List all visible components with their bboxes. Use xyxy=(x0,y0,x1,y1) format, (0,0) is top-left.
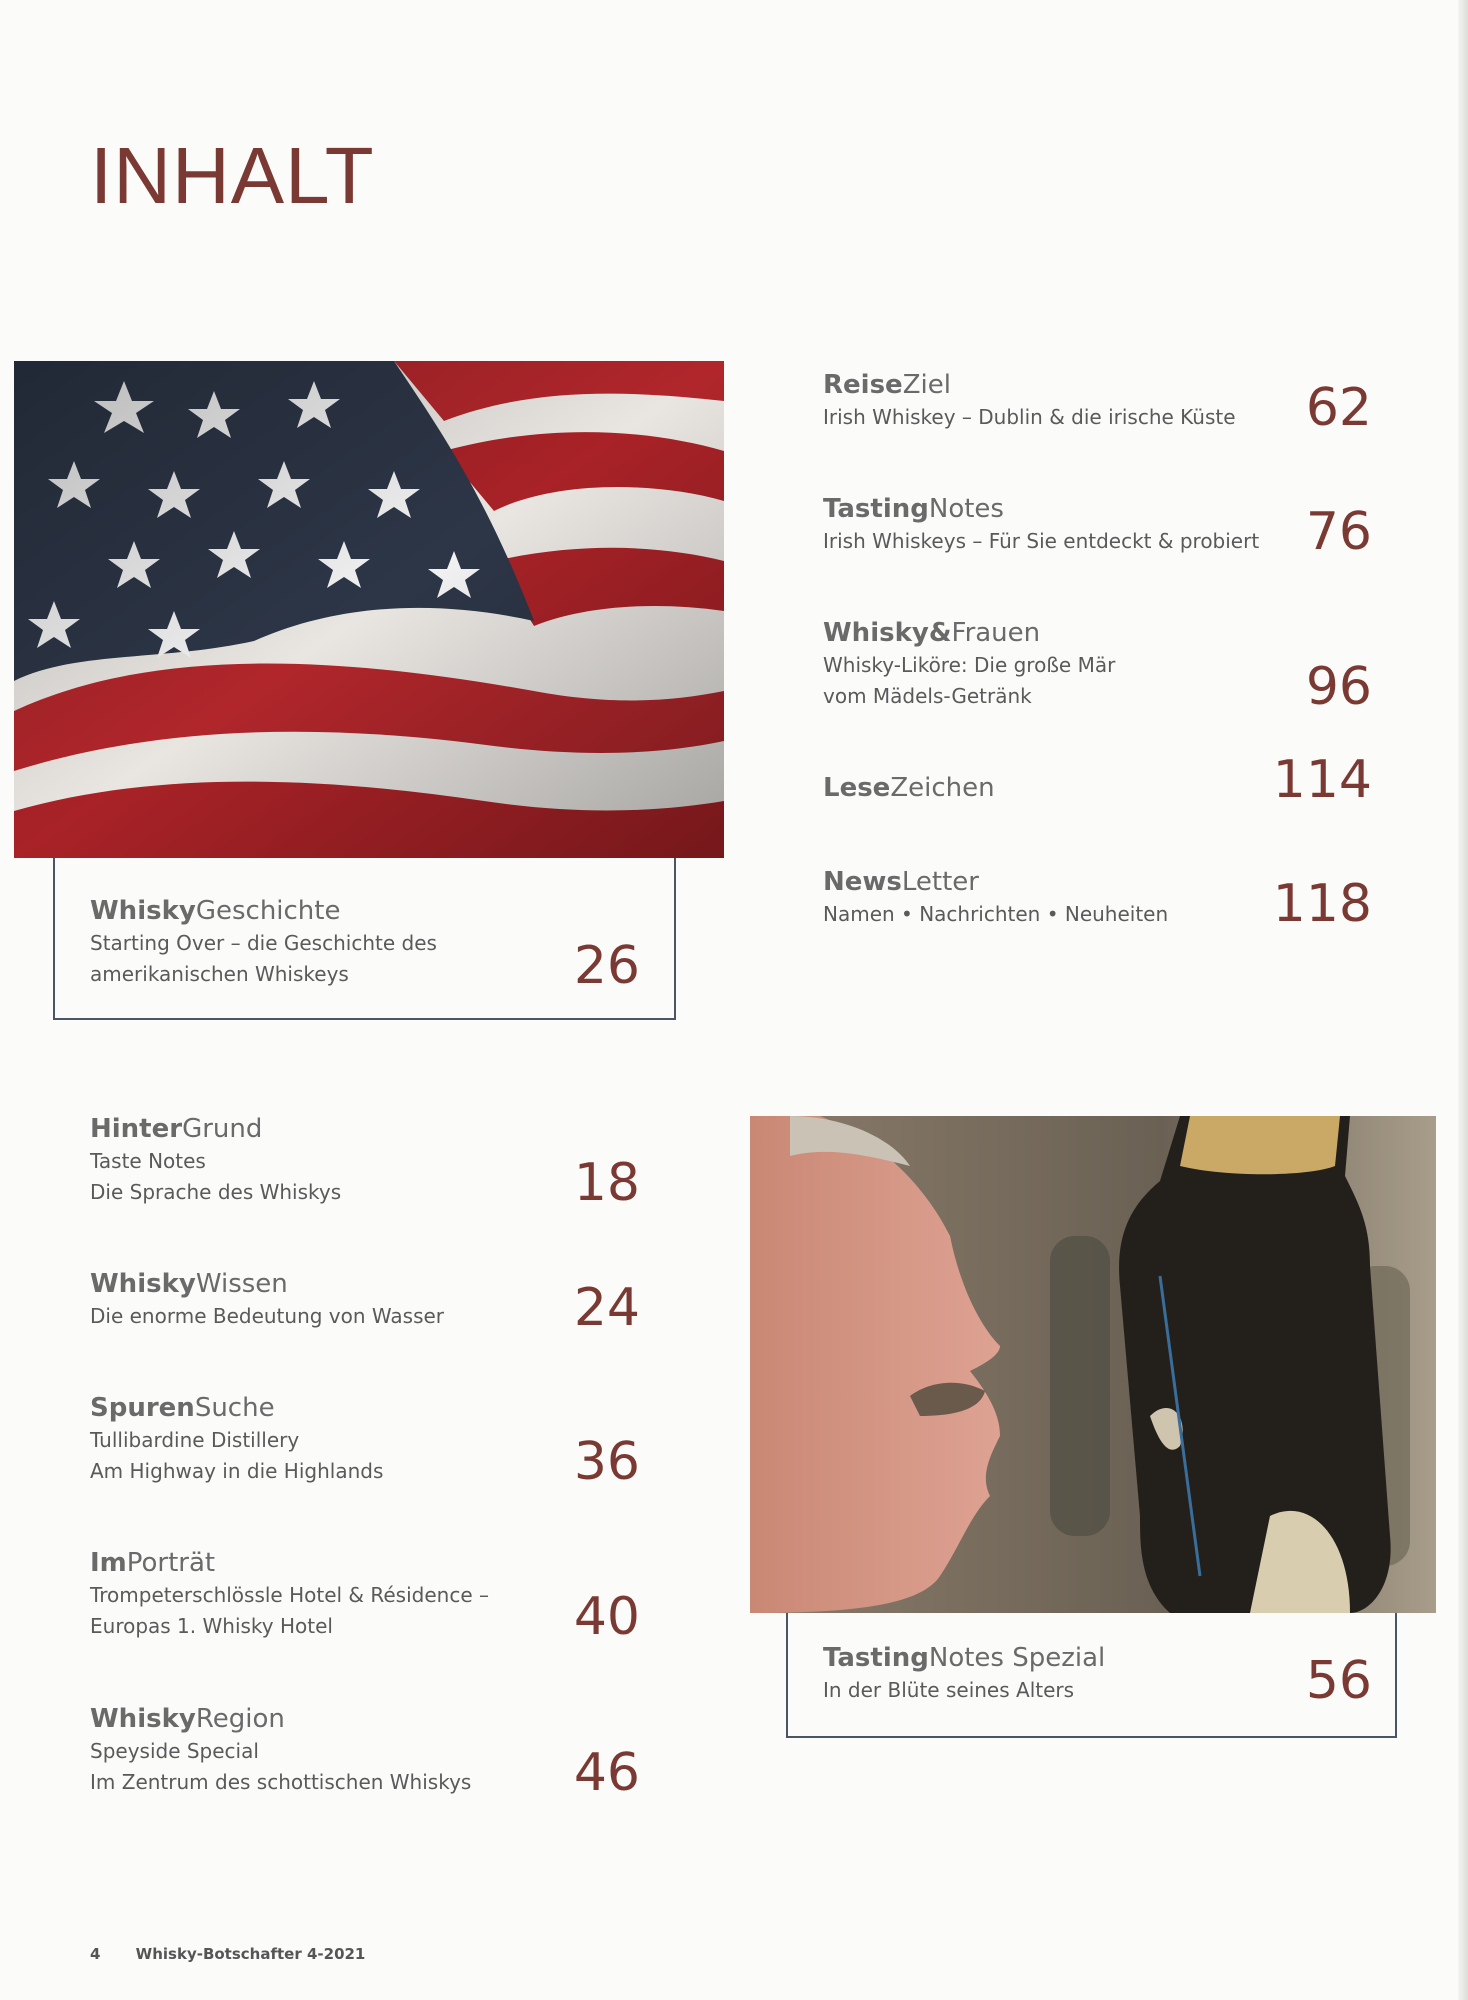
category-label: NewsLetter xyxy=(823,867,979,897)
page-number: 114 xyxy=(1272,750,1372,810)
toc-entry-lesezeichen[interactable] xyxy=(823,771,995,805)
page-number: 36 xyxy=(573,1432,640,1492)
flag-photo xyxy=(14,361,724,858)
entry-description: Taste Notes xyxy=(90,1149,206,1173)
entry-description: Irish Whiskeys – Für Sie entdeckt & probiert xyxy=(823,529,1260,553)
page-number: 40 xyxy=(573,1587,640,1647)
category-label: ReiseZiel xyxy=(823,370,951,400)
page-number: 118 xyxy=(1272,874,1372,934)
entry-description: Die enorme Bedeutung von Wasser xyxy=(90,1304,445,1328)
page-number: 18 xyxy=(573,1153,640,1213)
category-label: TastingNotes xyxy=(823,494,1004,524)
page-number: 76 xyxy=(1305,502,1372,562)
entry-description: amerikanischen Whiskeys xyxy=(90,962,349,986)
category-label: SpurenSuche xyxy=(90,1393,275,1423)
page-number: 26 xyxy=(573,936,640,996)
toc-entry-improtraet[interactable] xyxy=(90,1546,489,1642)
entry-description: Speyside Special xyxy=(90,1739,259,1763)
entry-description: vom Mädels-Getränk xyxy=(823,684,1032,708)
toc-entry-spurensuche[interactable] xyxy=(90,1391,383,1487)
page-number: 62 xyxy=(1305,378,1372,438)
category-label: TastingNotes Spezial xyxy=(823,1643,1106,1673)
toc-entry-whisky-frauen[interactable] xyxy=(823,616,1115,712)
footer-page-number: 4 xyxy=(90,1945,101,1963)
toc-entry-hintergrund[interactable] xyxy=(90,1112,341,1208)
entry-description: Tullibardine Distillery xyxy=(90,1428,300,1452)
page-edge-shadow xyxy=(1458,0,1468,2000)
entry-description: Im Zentrum des schottischen Whiskys xyxy=(90,1770,472,1794)
toc-entry-featured-bottom[interactable] xyxy=(823,1641,1105,1706)
category-label: HinterGrund xyxy=(90,1114,263,1144)
entry-description: Irish Whiskey – Dublin & die irische Küste xyxy=(823,405,1236,429)
category-label: LeseZeichen xyxy=(823,773,995,803)
category-label: WhiskyWissen xyxy=(90,1269,288,1299)
entry-description: Starting Over – die Geschichte des xyxy=(90,931,437,955)
entry-description: Am Highway in die Highlands xyxy=(90,1459,384,1483)
entry-description: Whisky-Liköre: Die große Mär xyxy=(823,653,1116,677)
toc-entry-newsletter[interactable] xyxy=(823,865,1168,930)
page-number: 46 xyxy=(573,1743,640,1803)
entry-description: Europas 1. Whisky Hotel xyxy=(90,1614,333,1638)
entry-description: Die Sprache des Whiskys xyxy=(90,1180,342,1204)
toc-entry-featured-top[interactable] xyxy=(90,894,437,990)
page-number: 56 xyxy=(1305,1651,1372,1711)
category-label: ImPorträt xyxy=(90,1548,216,1578)
toc-entry-whiskyregion[interactable] xyxy=(90,1702,471,1798)
category-label: WhiskyRegion xyxy=(90,1704,285,1734)
entry-description: In der Blüte seines Alters xyxy=(823,1678,1075,1702)
page-title: INHALT xyxy=(90,131,375,220)
page-footer xyxy=(90,1945,365,1963)
page-number: 24 xyxy=(573,1278,640,1338)
category-label: Whisky&Frauen xyxy=(823,618,1041,648)
toc-entry-tastingnotes[interactable] xyxy=(823,492,1259,557)
entry-description: Namen • Nachrichten • Neuheiten xyxy=(823,902,1169,926)
page-number: 96 xyxy=(1305,657,1372,717)
entry-description: Trompeterschlössle Hotel & Résidence – xyxy=(90,1583,489,1607)
footer-publication: Whisky-Botschafter 4-2021 xyxy=(135,1945,366,1963)
bottle-photo xyxy=(750,1116,1436,1613)
toc-entry-reiseziel[interactable] xyxy=(823,368,1236,433)
toc-entry-whiskywissen[interactable] xyxy=(90,1267,444,1332)
category-label: WhiskyGeschichte xyxy=(90,896,341,926)
